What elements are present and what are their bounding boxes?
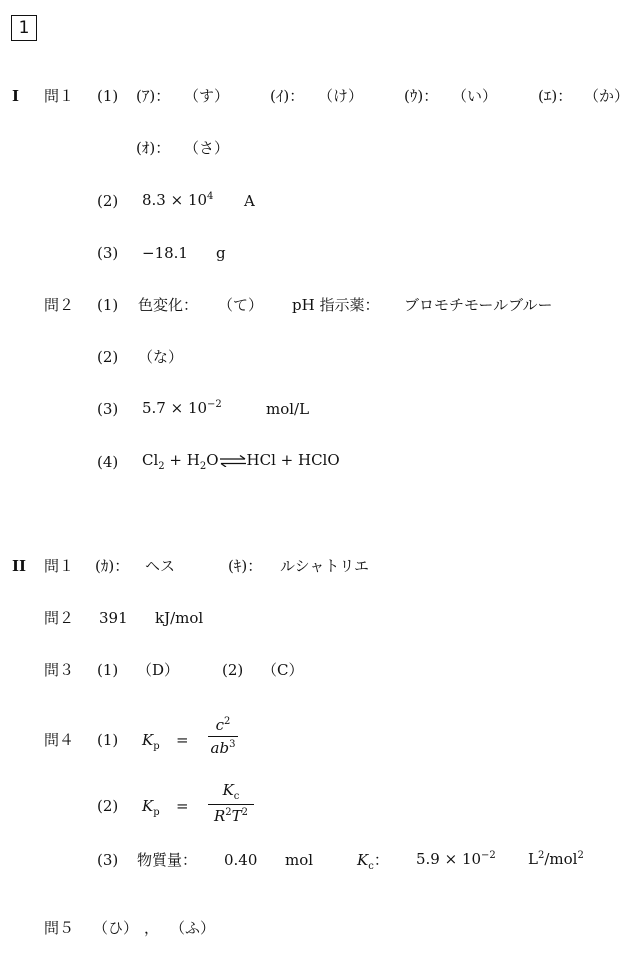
color-change-label: 色変化： — [138, 296, 199, 314]
p2-q5-value-2: （ふ） — [170, 919, 216, 937]
part-two-roman: II — [12, 557, 27, 575]
kc-label: $K_c$： — [357, 851, 389, 872]
p2-q2-value: 391 — [99, 609, 128, 627]
p2-q4-sub1-num: (1) — [97, 731, 119, 749]
answer-o-label: (ｵ)： — [136, 139, 171, 157]
answer-a-value: （す） — [184, 87, 230, 105]
q2-sub2-num: (2) — [97, 348, 119, 366]
q2-sub1-num: (1) — [97, 296, 119, 314]
answer-ki-value: ルシャトリエ — [280, 557, 370, 575]
q2-label: 問２ — [44, 296, 75, 314]
kp-formula-lhs: $K_p$ — [142, 731, 160, 752]
q1-sub2-unit: A — [244, 192, 255, 210]
q1-label: 問１ — [44, 87, 75, 105]
p2-q5-label: 問５ — [44, 919, 75, 937]
kp-formula-eq: = — [176, 731, 189, 749]
q2-sub4-num: (4) — [97, 453, 119, 471]
p2-q4-label: 問４ — [44, 731, 75, 749]
answer-ka-value: ヘス — [145, 557, 176, 575]
p2-q5-separator: ， — [144, 919, 160, 937]
kp-formula2-eq: = — [176, 797, 189, 815]
q2-sub2-value: （な） — [138, 348, 184, 366]
q1-sub3-num: (3) — [97, 244, 119, 262]
q2-sub3-num: (3) — [97, 400, 119, 418]
q1-sub2-value: $8.3 \times 10^4$ — [142, 191, 214, 209]
p2-q5-value-1: （ひ） — [93, 919, 139, 937]
answer-i-label: (ｲ)： — [270, 87, 305, 105]
q1-sub2-num: (2) — [97, 192, 119, 210]
answer-o-value: （さ） — [184, 139, 230, 157]
q1-sub1-num: (1) — [97, 87, 119, 105]
p2-q3-label: 問３ — [44, 661, 75, 679]
kc-unit: $L^2/mol^2$ — [528, 850, 584, 868]
q2-sub3-value: $5.7 \times 10^{-2}$ — [142, 399, 222, 417]
answer-ka-label: (ｶ)： — [95, 557, 130, 575]
kp-fraction-1: $c^2$ $ab^3$ — [208, 716, 238, 756]
answer-u-label: (ｳ)： — [404, 87, 439, 105]
answer-u-value: （い） — [452, 87, 498, 105]
ph-indicator-value: ブロモチモールブルー — [404, 296, 553, 314]
q2-sub3-unit: mol/L — [266, 400, 310, 418]
chemical-equation: $Cl_2 + H_2O$ HCl + HClO — [142, 451, 340, 472]
problem-number-box: 1 — [11, 15, 37, 41]
equilibrium-arrow-icon — [219, 455, 247, 467]
color-change-value: （て） — [218, 296, 264, 314]
p2-q3-sub2-num: (2) — [222, 661, 244, 679]
p2-q4-sub3-num: (3) — [97, 851, 119, 869]
answer-e-label: (ｴ)： — [538, 87, 573, 105]
p2-q2-label: 問２ — [44, 609, 75, 627]
kc-value: $5.9 \times 10^{-2}$ — [416, 850, 496, 868]
p2-q3-sub1-value: （D） — [137, 661, 180, 679]
answer-e-value: （か） — [584, 87, 630, 105]
q1-sub3-value: −18.1 — [142, 244, 188, 262]
amount-label: 物質量： — [137, 851, 198, 869]
part-one-roman: I — [12, 87, 20, 105]
p2-q1-label: 問１ — [44, 557, 75, 575]
kp-fraction-2: $K_c$ $R^2T^2$ — [208, 782, 254, 825]
ph-indicator-label: pH 指示薬： — [292, 296, 380, 314]
p2-q3-sub2-value: （C） — [262, 661, 304, 679]
amount-unit: mol — [285, 851, 314, 869]
p2-q3-sub1-num: (1) — [97, 661, 119, 679]
p2-q2-unit: kJ/mol — [155, 609, 204, 627]
q1-sub3-unit: g — [216, 244, 226, 262]
answer-ki-label: (ｷ)： — [228, 557, 263, 575]
answer-i-value: （け） — [318, 87, 364, 105]
amount-value: 0.40 — [224, 851, 258, 869]
answer-a-label: (ｱ)： — [136, 87, 171, 105]
kp-formula2-lhs: $K_p$ — [142, 797, 160, 818]
p2-q4-sub2-num: (2) — [97, 797, 119, 815]
